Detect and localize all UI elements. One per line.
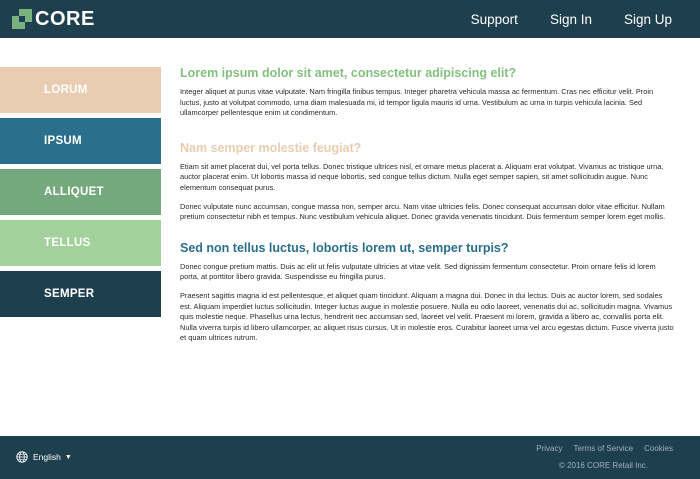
sidebar-item-tellus[interactable] <box>0 220 161 266</box>
page-footer <box>0 436 700 479</box>
section-heading: Lorem ipsum dolor sit amet, consectetur adipiscing elit? <box>180 66 517 80</box>
caret-down-icon: ▼ <box>64 453 72 461</box>
sign-up-link[interactable]: Sign Up <box>623 11 672 27</box>
header-nav <box>439 0 672 38</box>
section-paragraph: Donec vulputate nunc accumsan, congue massa non, semper arcu. Nam vitae ultricies felis. Donec consequat accumsan dolor vitae efficitur. Nullam pretium consectetur nibh et tempus. Nunc vestibulum vehicula aliquet. Donec gravida venenatis tincidunt. Duis fermentum semper lorem eget mollis. <box>180 201 666 222</box>
core-logo[interactable] <box>12 8 95 30</box>
section-heading: Sed non tellus luctus, lobortis lorem ut, semper turpis? <box>180 240 509 255</box>
sign-in-link[interactable]: Sign In <box>549 11 592 27</box>
sidebar-item-ipsum[interactable] <box>0 118 161 164</box>
main-content <box>180 66 675 352</box>
support-link[interactable]: Support <box>470 11 518 27</box>
sidebar-item-alliquet[interactable] <box>0 169 161 215</box>
content-section <box>180 141 675 223</box>
footer-links <box>525 444 673 453</box>
sidebar-item-lorum[interactable] <box>0 67 161 113</box>
sidebar-item-label: IPSUM <box>44 135 82 147</box>
logo-mark-icon <box>12 9 32 29</box>
copyright-text: © 2016 CORE Retail Inc. <box>558 461 648 470</box>
privacy-link[interactable]: Privacy <box>536 444 563 453</box>
section-paragraph: Praesent sagittis magna id est pellentesque, et aliquet quam tincidunt. Aliquam a magna dui. Donec in dui lectus. Duis ac auctor lorem, sed sodales est. Aliquam imperdiet luctus sollicitudin. Integer luctus augue in molestie posuere. Nulla eu odio laoreet, venenatis dui ac, sollicitudin magna. Vivamus quis molestie neque. Phasellus urna lectus, hendrerit nec accumsan sed, laoreet vel velit. Praesent mi lorem, gravida a libero ac, convallis porta elit. Nulla viverra turpis id libero ullamcorper, ac aliquet risus cursus. Ut in molestie eros. Curabitur laoreet urna vel arcu egestas dictum. Fusce viverra justo et quam ultrices rutrum. <box>180 290 674 343</box>
section-paragraph: Donec congue pretium mattis. Duis ac elit ut felis vulputate ultricies at vitae velit. Sed dignissim fermentum consectetur. Proin ornare felis id lorem porta, at porttitor libero gravida. Suspendisse eu fringilla purus. <box>180 261 656 282</box>
language-label: English <box>33 452 61 462</box>
logo-text: CORE <box>35 8 95 30</box>
sidebar-item-semper[interactable] <box>0 271 161 317</box>
section-heading: Nam semper molestie feugiat? <box>180 140 362 155</box>
cookies-link[interactable]: Cookies <box>644 444 673 453</box>
sidebar-menu <box>0 67 161 322</box>
sidebar-item-label: SEMPER <box>44 288 95 300</box>
content-section <box>180 241 675 344</box>
section-paragraph: Etiam sit amet placerat dui, vel porta tellus. Donec tristique ultrices nisl, et ornare metus placerat a. Aliquam erat volutpat. Vivamus ac tristique urna, auctor placerat enim. Ut lobortis massa id neque lobortis, sed congue tellus dictum. Nulla eget semper sapien, sit amet sollicitudin augue. Nunc elementum consequat purus. <box>180 161 664 192</box>
sidebar-item-label: TELLUS <box>44 237 91 249</box>
sidebar-item-label: LORUM <box>44 84 88 96</box>
terms-link[interactable]: Terms of Service <box>573 444 634 453</box>
top-header <box>0 0 700 38</box>
content-section <box>180 66 675 119</box>
sidebar-item-label: ALLIQUET <box>44 186 104 198</box>
section-paragraph: Integer aliquet at purus vitae vulputate. Nam fringilla finibus tempus. Integer pharetra vehicula massa ac fermentum. Cras nec efficitur velit. Proin luctus, justo at volutpat commodo, urna diam malesuada mi, id tempor ligula mauris id urna. Vestibulum ac urna in turpis vehicula lacinia. Sed ullamcorper pellentesque enim ut condimentum. <box>180 87 654 118</box>
globe-icon <box>16 451 28 463</box>
language-selector[interactable] <box>16 451 72 463</box>
